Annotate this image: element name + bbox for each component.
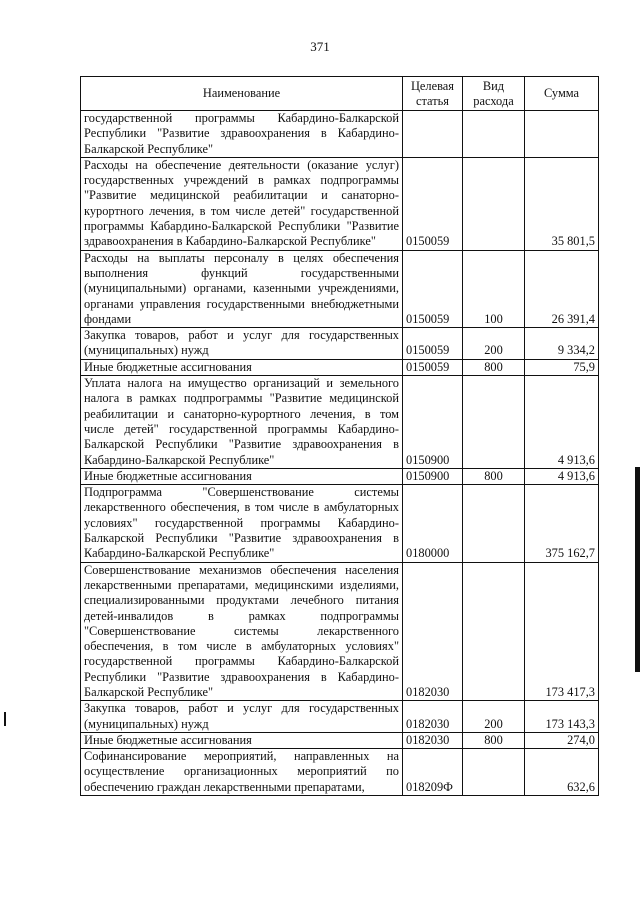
row-article bbox=[403, 111, 463, 158]
page-number: 371 bbox=[310, 39, 330, 54]
header-article: Целевая статья bbox=[403, 77, 463, 111]
row-name: Совершенствование механизмов обеспечения населения лекарственными препаратами, медицинскими изделиями, специализированными продуктами лечебного питания детей-инвалидов в рамках подпрограммы "Совершенствование системы лекарственного обеспечения, в том числе в амбулаторных условиях" государственной программы Кабардино-Балкарской Республики "Развитие здравоохранения в Кабардино-Балкарской Республике" bbox=[81, 562, 403, 701]
row-article: 0182030 bbox=[403, 732, 463, 748]
table-row bbox=[81, 328, 599, 360]
row-expense-type bbox=[463, 485, 525, 562]
left-margin-mark bbox=[4, 712, 6, 726]
row-name: Иные бюджетные ассигнования bbox=[81, 732, 403, 748]
row-expense-type bbox=[463, 376, 525, 469]
row-name: Закупка товаров, работ и услуг для государственных (муниципальных) нужд bbox=[81, 701, 403, 733]
row-name: государственной программы Кабардино-Балкарской Республики "Развитие здравоохранения в Кабардино-Балкарской Республике" bbox=[81, 111, 403, 158]
row-article: 0150059 bbox=[403, 250, 463, 327]
table-row bbox=[81, 485, 599, 562]
row-expense-type bbox=[463, 562, 525, 701]
row-sum: 274,0 bbox=[525, 732, 599, 748]
row-name: Подпрограмма "Совершенствование системы лекарственного обеспечения, в том числе в амбулаторных условиях" государственной программы Кабардино-Балкарской Республики "Развитие здравоохранения в Кабардино-Балкарской Республике" bbox=[81, 485, 403, 562]
row-sum: 75,9 bbox=[525, 359, 599, 375]
row-expense-type: 800 bbox=[463, 359, 525, 375]
header-name: Наименование bbox=[81, 77, 403, 111]
row-expense-type bbox=[463, 749, 525, 796]
row-sum: 173 417,3 bbox=[525, 562, 599, 701]
row-expense-type: 200 bbox=[463, 701, 525, 733]
row-article: 0150059 bbox=[403, 328, 463, 360]
row-article: 0182030 bbox=[403, 562, 463, 701]
row-article: 0150059 bbox=[403, 359, 463, 375]
row-expense-type bbox=[463, 111, 525, 158]
row-article: 018209Ф bbox=[403, 749, 463, 796]
table-row bbox=[81, 157, 599, 250]
table-row bbox=[81, 701, 599, 733]
row-name: Уплата налога на имущество организаций и земельного налога в рамках подпрограммы "Развитие медицинской реабилитации и санаторно-курортного лечения, в том числе детей" государственной программы Кабардино-Балкарской Республики "Развитие здравоохранения в Кабардино-Балкарской Республике" bbox=[81, 376, 403, 469]
row-name: Расходы на обеспечение деятельности (оказание услуг) государственных учреждений в рамках подпрограммы "Развитие медицинской реабилитации и санаторно-курортного лечения, в том числе детей" государственной программы Кабардино-Балкарской Республики "Развитие здравоохранения в Кабардино-Балкарской Республике" bbox=[81, 157, 403, 250]
row-sum: 26 391,4 bbox=[525, 250, 599, 327]
row-sum: 375 162,7 bbox=[525, 485, 599, 562]
right-margin-mark bbox=[635, 467, 640, 672]
row-sum: 35 801,5 bbox=[525, 157, 599, 250]
row-name: Расходы на выплаты персоналу в целях обеспечения выполнения функций государственными (муниципальными) органами, казенными учреждениями, органами управления государственными внебюджетными фондами bbox=[81, 250, 403, 327]
header-expense-type: Вид расхода bbox=[463, 77, 525, 111]
row-expense-type: 800 bbox=[463, 468, 525, 484]
table-row bbox=[81, 376, 599, 469]
table-row bbox=[81, 749, 599, 796]
table-header-row bbox=[81, 77, 599, 111]
row-expense-type bbox=[463, 157, 525, 250]
table-row bbox=[81, 468, 599, 484]
row-article: 0150059 bbox=[403, 157, 463, 250]
row-article: 0150900 bbox=[403, 468, 463, 484]
row-sum bbox=[525, 111, 599, 158]
row-sum: 632,6 bbox=[525, 749, 599, 796]
table-row bbox=[81, 359, 599, 375]
table-row bbox=[81, 250, 599, 327]
table-row bbox=[81, 111, 599, 158]
row-expense-type: 100 bbox=[463, 250, 525, 327]
row-name: Софинансирование мероприятий, направленных на осуществление организационных мероприятий по обеспечению граждан лекарственными препаратами, bbox=[81, 749, 403, 796]
table-row bbox=[81, 562, 599, 701]
row-expense-type: 200 bbox=[463, 328, 525, 360]
header-sum: Сумма bbox=[525, 77, 599, 111]
row-article: 0180000 bbox=[403, 485, 463, 562]
row-sum: 4 913,6 bbox=[525, 468, 599, 484]
budget-table bbox=[80, 76, 599, 796]
row-sum: 9 334,2 bbox=[525, 328, 599, 360]
table-row bbox=[81, 732, 599, 748]
table-body bbox=[81, 111, 599, 796]
row-article: 0182030 bbox=[403, 701, 463, 733]
row-article: 0150900 bbox=[403, 376, 463, 469]
row-expense-type: 800 bbox=[463, 732, 525, 748]
row-name: Иные бюджетные ассигнования bbox=[81, 468, 403, 484]
row-name: Закупка товаров, работ и услуг для государственных (муниципальных) нужд bbox=[81, 328, 403, 360]
row-name: Иные бюджетные ассигнования bbox=[81, 359, 403, 375]
row-sum: 173 143,3 bbox=[525, 701, 599, 733]
row-sum: 4 913,6 bbox=[525, 376, 599, 469]
